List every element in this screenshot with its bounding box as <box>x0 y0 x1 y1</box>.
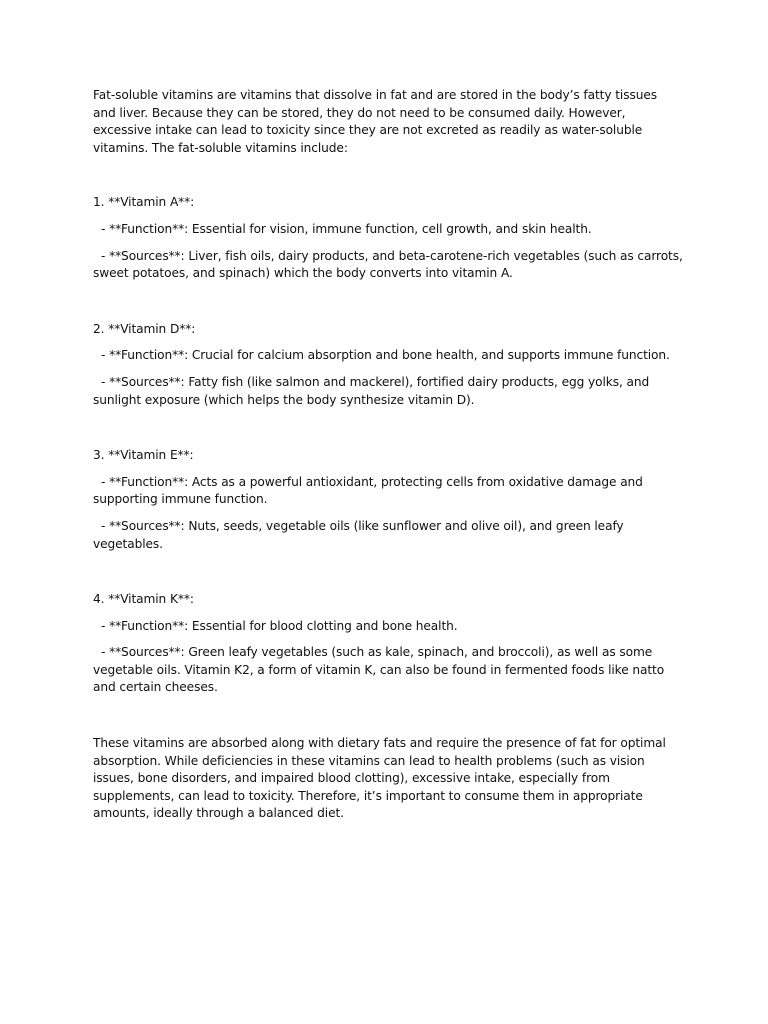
conclusion-paragraph: These vitamins are absorbed along with dietary fats and require the presence of fat for optimal absorption. While deficiencies in these vitamins can lead to health problems (such as vision issues, bone disorders, and impaired blood clotting), excessive intake, especially from supplements, can lead to toxicity. Therefore, it’s important to consume them in appropriate amounts, ideally through a balanced diet. <box>93 736 666 821</box>
vitamin-e-sources: - **Sources**: Nuts, seeds, vegetable oils (like sunflower and olive oil), and green leafy vegetables. <box>93 518 624 551</box>
document-body <box>93 87 683 823</box>
vitamin-k-function: - **Function**: Essential for blood clotting and bone health. <box>101 618 458 633</box>
vitamin-e-function: - **Function**: Acts as a powerful antioxidant, protecting cells from oxidative damage and supporting immune function. <box>93 474 643 507</box>
vitamin-k-sources: - **Sources**: Green leafy vegetables (such as kale, spinach, and broccoli), as well as some vegetable oils. Vitamin K2, a form of vitamin K, can also be found in fermented foods like natto and certain cheeses. <box>93 645 665 695</box>
vitamin-a-section <box>93 194 683 282</box>
vitamin-d-function: - **Function**: Crucial for calcium absorption and bone health, and supports immune function. <box>101 348 670 363</box>
vitamin-d-section <box>93 321 683 409</box>
vitamin-k-heading: 4. **Vitamin K**: <box>93 592 194 607</box>
vitamin-e-heading: 3. **Vitamin E**: <box>93 448 194 463</box>
vitamin-a-sources: - **Sources**: Liver, fish oils, dairy products, and beta-carotene-rich vegetables (such as carrots, sweet potatoes, and spinach) which the body converts into vitamin A. <box>93 248 683 281</box>
vitamin-k-section <box>93 591 683 697</box>
vitamin-a-heading: 1. **Vitamin A**: <box>93 195 195 210</box>
vitamin-a-function: - **Function**: Essential for vision, immune function, cell growth, and skin health. <box>101 221 592 236</box>
vitamin-d-sources: - **Sources**: Fatty fish (like salmon and mackerel), fortified dairy products, egg yolks, and sunlight exposure (which helps the body synthesize vitamin D). <box>93 374 650 407</box>
vitamin-d-heading: 2. **Vitamin D**: <box>93 321 196 336</box>
intro-paragraph: Fat-soluble vitamins are vitamins that dissolve in fat and are stored in the body’s fatty tissues and liver. Because they can be stored, they do not need to be consumed daily. However, excessive intake can lead to toxicity since they are not excreted as readily as water-soluble vitamins. The fat-soluble vitamins include: <box>93 88 657 155</box>
vitamin-e-section <box>93 447 683 553</box>
